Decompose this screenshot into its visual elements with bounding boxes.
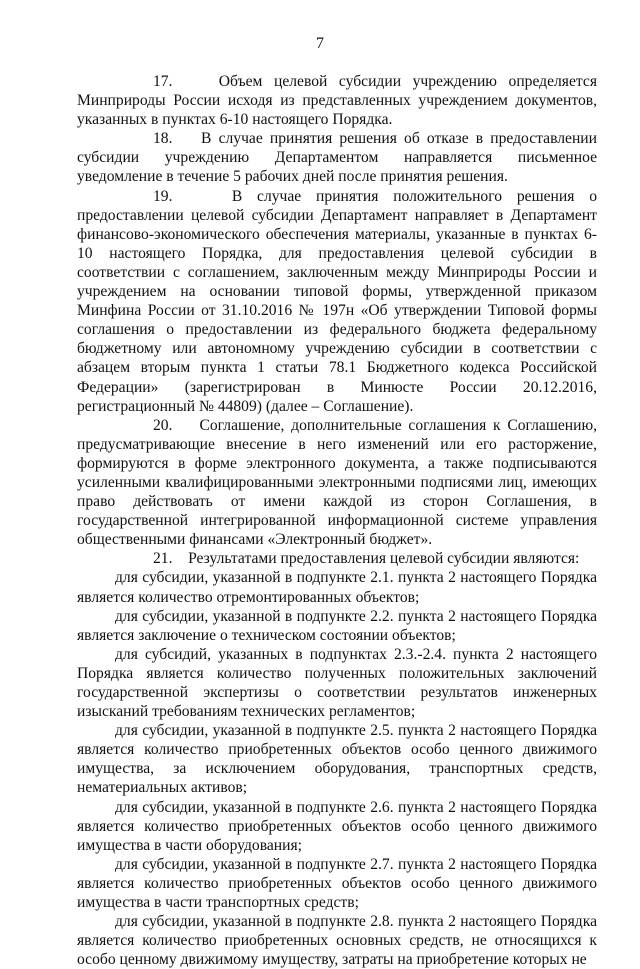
result-item-2-6	[77, 798, 597, 855]
paragraph-text: для субсидии, указанной в подпункте 2.8. пункта 2 настоящего Порядка является количество приобретенных основных средств, не относящихся к особо ценному движимому имуществу, затраты на приобретение которых не	[77, 913, 597, 969]
page-number: 7	[316, 35, 324, 52]
paragraph-number: 17.	[153, 73, 173, 90]
paragraph-number: 19.	[153, 187, 173, 205]
result-item-2-2	[77, 607, 597, 645]
paragraph-text: для субсидии, указанной в подпункте 2.1. пункта 2 настоящего Порядка является количество отремонтированных объектов;	[77, 569, 597, 606]
result-item-2-5	[77, 721, 597, 797]
paragraph-text: В случае принятия решения об отказе в предоставлении субсидии учреждению Департаментом направляется письменное уведомление в течение 5 рабочих дней после принятия решения.	[77, 130, 597, 186]
paragraph-number: 18.	[153, 130, 173, 148]
paragraph-number: 20.	[153, 416, 173, 434]
paragraph-text: для субсидий, указанных в подпунктах 2.3.-2.4. пункта 2 настоящего Порядка является количество полученных положительных заключений государственной экспертизы о соответствии результатов инженерных изысканий требованиям технических регламентов;	[77, 645, 597, 721]
paragraph-18	[77, 129, 597, 186]
paragraph-text: для субсидии, указанной в подпункте 2.5. пункта 2 настоящего Порядка является количество приобретенных объектов особо ценного движимого имущества, за исключением оборудования, транспортных средств, нематериальных активов;	[77, 722, 597, 797]
result-item-2-3-2-4	[77, 645, 597, 721]
paragraph-text: для субсидии, указанной в подпункте 2.2. пункта 2 настоящего Порядка является заключение о техническом состоянии объектов;	[77, 607, 597, 644]
paragraph-text: для субсидии, указанной в подпункте 2.6. пункта 2 настоящего Порядка является количество приобретенных объектов особо ценного движимого имущества в части оборудования;	[77, 798, 597, 854]
paragraph-17	[77, 72, 597, 129]
paragraph-20	[77, 416, 597, 550]
paragraph-21	[77, 549, 597, 568]
paragraph-number: 21.	[153, 550, 173, 568]
result-item-2-1	[77, 568, 597, 606]
result-item-2-7	[77, 855, 597, 912]
paragraph-19	[77, 187, 597, 416]
paragraph-text: Результатами предоставления целевой субсидии являются:	[188, 550, 580, 568]
paragraph-text: Соглашение, дополнительные соглашения к Соглашению, предусматривающие внесение в него изменений или его расторжение, формируются в форме электронного документа, а также подписываются усиленными квалифицированными электронными подписями лиц, имеющих право действовать от имени каждой из сторон Соглашения, в государственной интегрированной информационной системе управления общественными финансами «Электронный бюджет».	[77, 416, 597, 549]
paragraph-text: для субсидии, указанной в подпункте 2.7. пункта 2 настоящего Порядка является количество приобретенных объектов особо ценного движимого имущества в части транспортных средств;	[77, 855, 597, 912]
document-body	[77, 72, 597, 969]
paragraph-text: В случае принятия положительного решения о предоставлении целевой субсидии Департамент направляет в Департамент финансово-экономического обеспечения материалы, указанные в пунктах 6-10 настоящего Порядка, для предоставления целевой субсидии в соответствии с соглашением, заключенным между Минприроды России и учреждением на основании типовой формы, утвержденной приказом Минфина России от 31.10.2016 № 197н «Об утверждении Типовой формы соглашения о предоставлении из федерального бюджета федеральному бюджетному или автономному учреждению субсидии в соответствии с абзацем вторым пункта 1 статьи 78.1 Бюджетного кодекса Российской Федерации» (зарегистрирован в Минюсте России 20.12.2016, регистрационный № 44809) (далее – Соглашение).	[77, 187, 597, 415]
paragraph-text: Объем целевой субсидии учреждению определяется Минприроды России исходя из представленных учреждением документов, указанных в пунктах 6-10 настоящего Порядка.	[77, 73, 597, 129]
result-item-2-8	[77, 912, 597, 969]
